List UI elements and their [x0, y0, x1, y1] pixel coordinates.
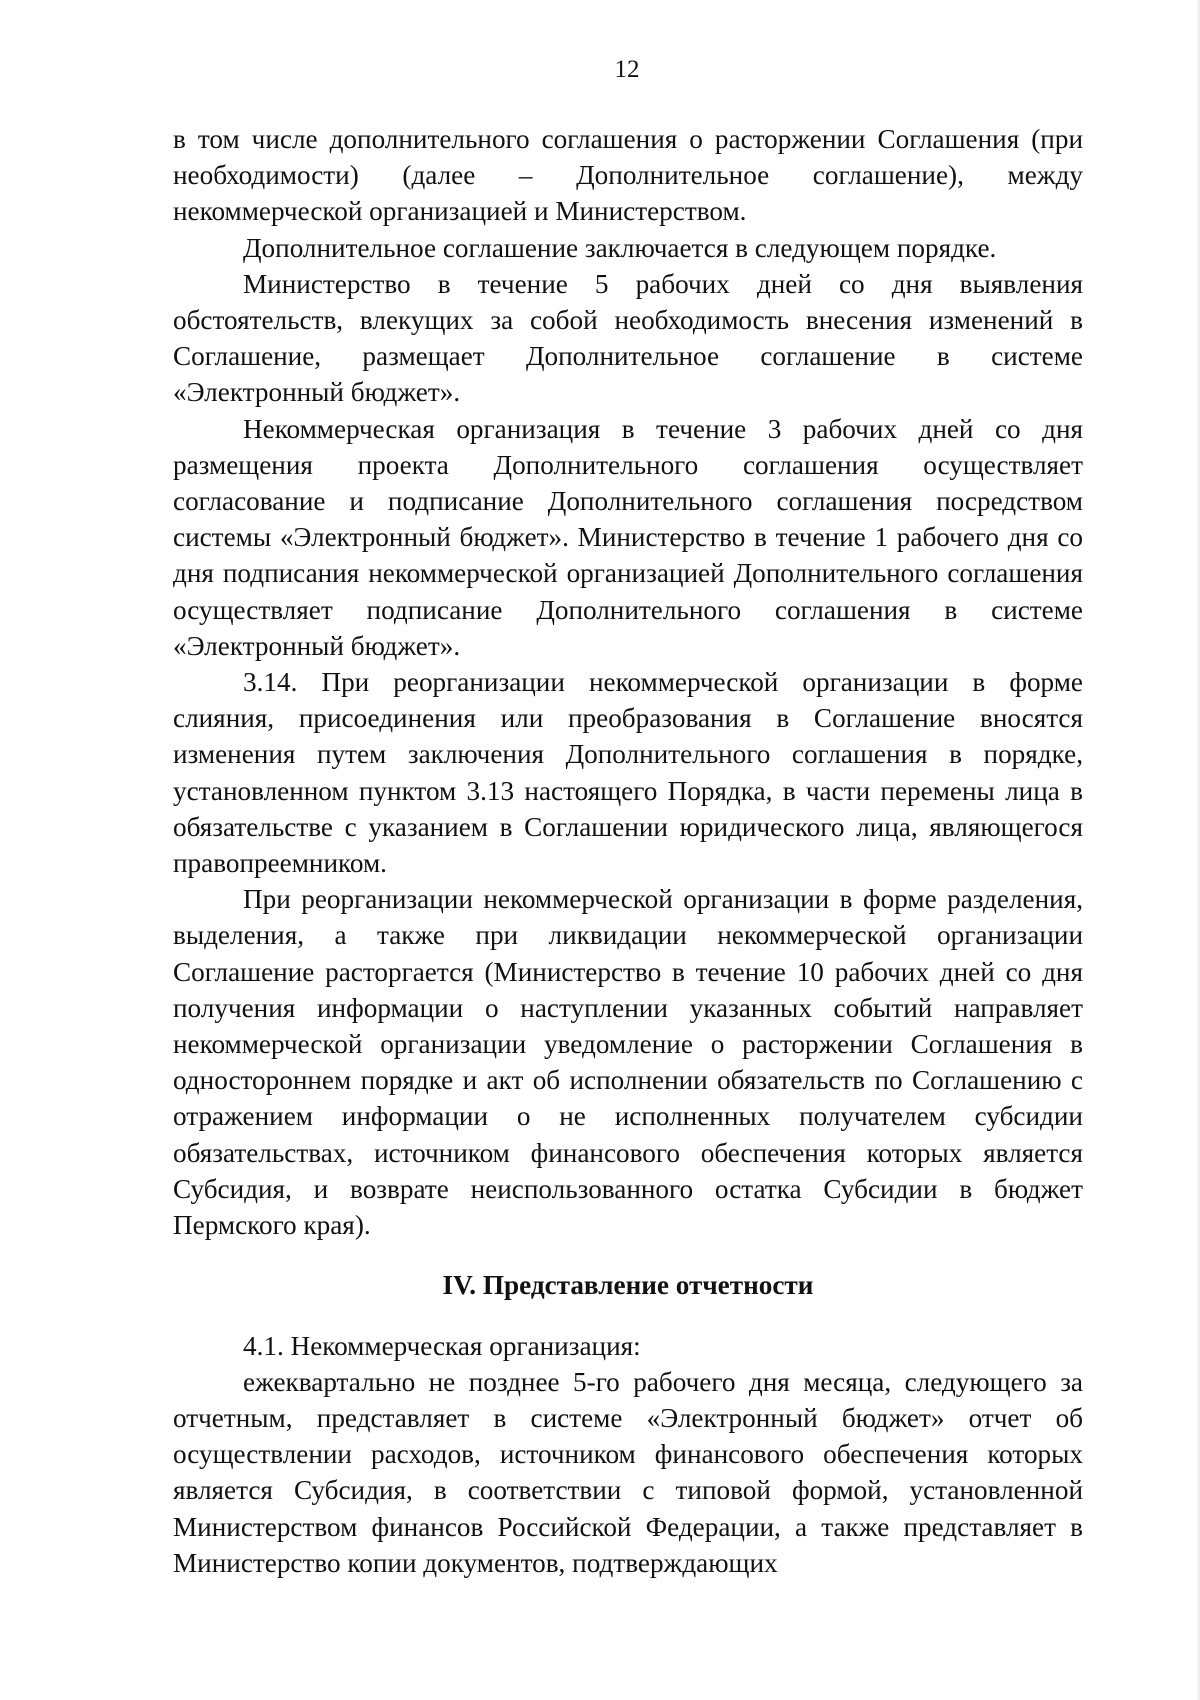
paragraph-organization-signing: Некоммерческая организация в течение 3 рабочих дней со дня размещения проекта Дополнительного соглашения осуществляет согласование и подписание Дополнительного соглашения посредством системы «Электронный бюджет». Министерство в течение 1 рабочего дня со дня подписания некоммерческой организацией Дополнительного соглашения осуществляет подписание Дополнительного соглашения в системе «Электронный бюджет». [173, 413, 1083, 661]
paragraph-procedure-intro: Дополнительное соглашение заключается в следующем порядке. [243, 232, 997, 263]
page-edge-shadow [1196, 0, 1200, 1700]
page-number: 12 [614, 56, 640, 83]
paragraph-quarterly-report: ежеквартально не позднее 5-го рабочего дня месяца, следующего за отчетным, представляет в системе «Электронный бюджет» отчет об осуществлении расходов, источником финансового обеспечения которых является Субсидия, в соответствии с типовой формой, установленной Министерством финансов Российской Федерации, а также представляет в Министерство копии документов, подтверждающих [173, 1366, 1083, 1578]
document-body [173, 121, 1083, 1581]
paragraph-reorganization-termination: При реорганизации некоммерческой организации в форме разделения, выделения, а также при ликвидации некоммерческой организации Соглашение расторгается (Министерство в течение 10 рабочих дней со дня получения информации о наступлении указанных событий направляет некоммерческой организации уведомление о расторжении Соглашения в одностороннем порядке и акт об исполнении обязательств по Соглашению с отражением информации о не исполненных получателем субсидии обязательствах, источником финансового обеспечения которых является Субсидия, и возврате неиспользованного остатка Субсидии в бюджет Пермского края). [173, 884, 1083, 1241]
paragraph-continuation: в том числе дополнительного соглашения о расторжении Соглашения (при необходимости) (далее – Дополнительное соглашение), между некоммерческой организацией и Министерством. [173, 124, 1083, 227]
paragraph-3-14: 3.14. При реорганизации некоммерческой организации в форме слияния, присоединения или преобразования в Соглашение вносятся изменения путем заключения Дополнительного соглашения в порядке, установленном пунктом 3.13 настоящего Порядка, в части перемены лица в обязательстве с указанием в Соглашении юридического лица, являющегося правопреемником. [173, 667, 1083, 879]
section-heading-iv: IV. Представление отчетности [442, 1270, 814, 1301]
paragraph-4-1: 4.1. Некоммерческая организация: [243, 1330, 641, 1361]
paragraph-ministry-placement: Министерство в течение 5 рабочих дней со дня выявления обстоятельств, влекущих за собой необходимость внесения изменений в Соглашение, размещает Дополнительное соглашение в системе «Электронный бюджет». [173, 268, 1083, 408]
